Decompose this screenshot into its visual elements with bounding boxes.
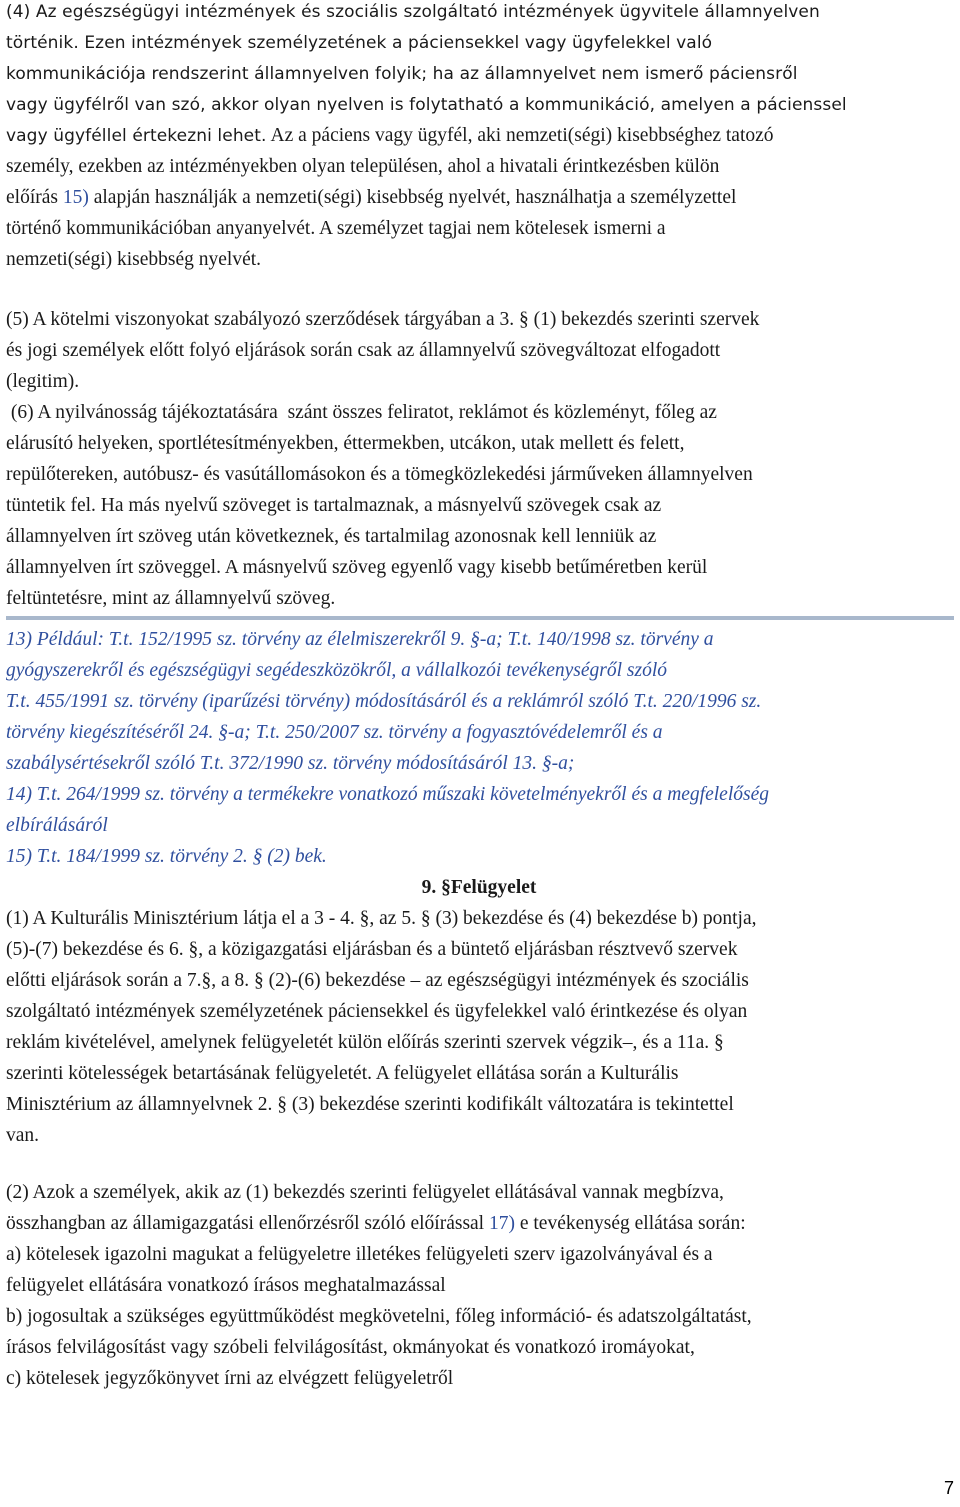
section-9-p2-line-7: c) kötelesek jegyzőkönyvet írni az elvégzett felügyeletről (6, 1368, 454, 1389)
paragraph-5-line-2: és jogi személyek előtt folyó eljárások során csak az államnyelvű szövegváltozat elfogadott (6, 340, 721, 361)
paragraph-4-cont-text-a: előírás (6, 187, 63, 208)
footnote-ref-17[interactable]: 17) (488, 1213, 515, 1234)
paragraph-4-cont-line-2: személy, ezekben az intézményekben olyan településen, ahol a hivatali érintkezésben külön (6, 156, 720, 177)
section-9-p2-line-4: felügyelet ellátására vonatkozó írásos meghatalmazással (6, 1275, 446, 1296)
footnote-13-line-4: törvény kiegészítéséről 24. §-a; T.t. 250/2007 sz. törvény a fogyasztóvédelemről és a (6, 722, 663, 743)
footnote-15: 15) T.t. 184/1999 sz. törvény 2. § (2) bek. (6, 846, 327, 867)
section-9-p1-line-5: reklám kivételével, amelynek felügyeletét külön előírás szerinti szervek végzik–, és a 11a. § (6, 1032, 724, 1053)
paragraph-4-line-5 (6, 121, 774, 151)
paragraph-4-cont-text: Az a páciens vagy ügyfél, aki nemzeti(ségi) kisebbséghez tatozó (270, 125, 774, 146)
footnote-divider (6, 616, 954, 620)
footnote-13-line-1: 13) Például: T.t. 152/1995 sz. törvény az élelmiszerekről 9. §-a; T.t. 140/1998 sz. törvény a (6, 629, 714, 650)
section-9-p1-line-1: (1) A Kulturális Minisztérium látja el a 3 - 4. §, az 5. § (3) bekezdése és (4) bekezdése b) pontja, (6, 908, 757, 929)
paragraph-4-cont-line-5: nemzeti(ségi) kisebbség nyelvét. (6, 249, 262, 270)
paragraph-5-line-3: (legitim). (6, 371, 80, 392)
footnote-13-line-3: T.t. 455/1991 sz. törvény (iparűzési törvény) módosításáról és a reklámról szóló T.t. 220/1996 sz. (6, 691, 762, 712)
paragraph-4-line-3: kommunikációja rendszerint államnyelven folyik; ha az államnyelvet nem ismerő páciensről (6, 64, 798, 84)
paragraph-4-cont-line-4: történő kommunikációban anyanyelvét. A személyzet tagjai nem kötelesek ismerni a (6, 218, 666, 239)
paragraph-4-cont-line-3 (6, 183, 736, 213)
section-9-p2-line-2 (6, 1209, 746, 1239)
section-9-heading: 9. §Felügyelet (421, 877, 537, 898)
paragraph-6-line-1: (6) A nyilvánosság tájékoztatására szánt összes feliratot, reklámot és közleményt, főleg az (6, 402, 717, 423)
paragraph-6-line-3: repülőtereken, autóbusz- és vasútállomásokon és a tömegközlekedési járműveken államnyelven (6, 464, 753, 485)
paragraph-4-line-4: vagy ügyfélről van szó, akkor olyan nyelven is folytatható a kommunikáció, amelyen a pácienssel (6, 95, 847, 115)
section-9-p1-line-2: (5)-(7) bekezdése és 6. §, a közigazgatási eljárásban és a büntető eljárásban résztvevő szervek (6, 939, 738, 960)
footnote-14-line-2: elbírálásáról (6, 815, 108, 836)
paragraph-6-line-4: tüntetik fel. Ha más nyelvű szöveget is tartalmaznak, a másnyelvű szövegek csak az (6, 495, 662, 516)
section-9-p2-line-3: a) kötelesek igazolni magukat a felügyeletre illetékes felügyeleti szerv igazolványával és a (6, 1244, 713, 1265)
paragraph-4-cont-text-b: alapján használják a nemzeti(ségi) kisebbség nyelvét, használhatja a személyzettel (88, 187, 737, 208)
page-number: 7 (943, 1478, 954, 1498)
footnote-13-line-2: gyógyszerekről és egészségügyi segédeszközökről, a vállalkozói tevékenységről szóló (6, 660, 668, 681)
footnote-ref-15[interactable]: 15) (62, 187, 89, 208)
paragraph-4-line-1: (4) Az egészségügyi intézmények és szociális szolgáltató intézmények ügyvitele államnyelven (6, 2, 820, 22)
section-9-p2-text-b: e tevékenység ellátása során: (514, 1213, 746, 1234)
paragraph-6-line-2: elárusító helyeken, sportlétesítményekben, éttermekben, utcákon, utak mellett és felett, (6, 433, 685, 454)
section-9-p1-line-7: Minisztérium az államnyelvnek 2. § (3) bekezdése szerinti kodifikált változatára is tekintettel (6, 1094, 734, 1115)
section-9-p1-line-4: szolgáltató intézmények személyzetének páciensekkel és ügyfelekkel való érintkezése és olyan (6, 1001, 748, 1022)
section-9-p1-line-6: szerinti kötelességek betartásának felügyeletét. A felügyelet ellátása során a Kulturális (6, 1063, 679, 1084)
footnote-13-line-5: szabálysértésekről szóló T.t. 372/1990 sz. törvény módosításáról 13. §-a; (6, 753, 575, 774)
footnote-14-line-1: 14) T.t. 264/1999 sz. törvény a termékekre vonatkozó műszaki követelményekről és a megfelelőség (6, 784, 769, 805)
paragraph-6-line-5: államnyelven írt szöveg után következnek, és tartalmilag azonosnak kell lenniük az (6, 526, 657, 547)
paragraph-4-text: vagy ügyféllel értekezni lehet. (6, 126, 267, 146)
section-9-p1-line-3: előtti eljárások során a 7.§, a 8. § (2)-(6) bekezdése – az egészségügyi intézmények és szociális (6, 970, 749, 991)
section-9-p2-line-5: b) jogosultak a szükséges együttműködést megkövetelni, főleg információ- és adatszolgáltatást, (6, 1306, 752, 1327)
paragraph-6-line-6: államnyelven írt szöveggel. A másnyelvű szöveg egyenlő vagy kisebb betűméretben kerül (6, 557, 708, 578)
section-9-p2-line-6: írásos felvilágosítást vagy szóbeli felvilágosítást, okmányokat és vonatkozó iromáyokat, (6, 1337, 695, 1358)
paragraph-4-line-2: történik. Ezen intézmények személyzetének a páciensekkel vagy ügyfelekkel való (6, 33, 713, 53)
section-9-p2-text-a: összhangban az államigazgatási ellenőrzésről szóló előírással (6, 1213, 489, 1234)
section-9-p1-line-8: van. (6, 1125, 40, 1146)
paragraph-5-line-1: (5) A kötelmi viszonyokat szabályozó szerződések tárgyában a 3. § (1) bekezdés szerinti szervek (6, 309, 760, 330)
paragraph-6-line-7: feltüntetésre, mint az államnyelvű szöveg. (6, 588, 336, 609)
section-9-p2-line-1: (2) Azok a személyek, akik az (1) bekezdés szerinti felügyelet ellátásával vannak megbízva, (6, 1182, 724, 1203)
